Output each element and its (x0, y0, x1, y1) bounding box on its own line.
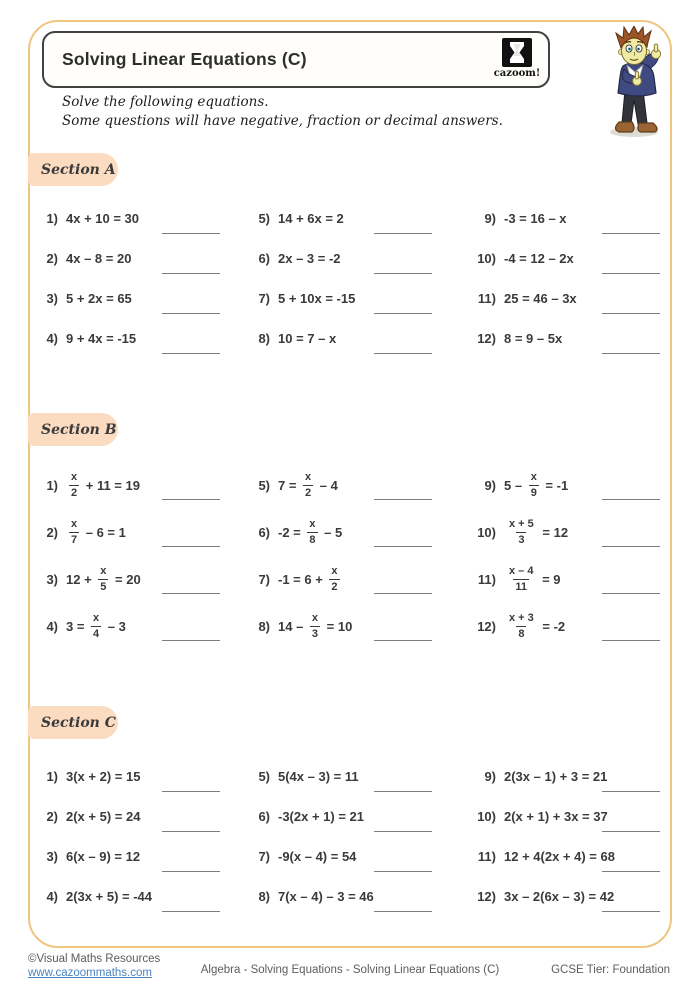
equation-text: 12 + 4(2x + 4) = 68 (504, 848, 615, 864)
equation (278, 769, 359, 784)
question-number: 4) (46, 619, 58, 634)
equation-text: 25 = 46 – 3x (504, 290, 577, 306)
section-tab (28, 153, 118, 186)
fraction-numerator: x (100, 565, 107, 577)
equation-text: – 5 (320, 525, 343, 540)
fraction (303, 472, 313, 499)
answer-line[interactable] (602, 871, 660, 872)
question-row (38, 462, 228, 509)
equation (504, 291, 577, 306)
question-row (228, 603, 440, 650)
equation-text: – 3 (104, 619, 126, 634)
question-row (38, 318, 228, 358)
equation (278, 613, 352, 640)
question-number: 1) (46, 210, 58, 226)
question-row (38, 796, 228, 836)
question-number: 1) (46, 768, 58, 784)
equation (504, 849, 615, 864)
equation (66, 566, 141, 593)
fraction (91, 613, 101, 640)
question-number: 7) (258, 848, 270, 864)
question-row (228, 238, 440, 278)
answer-line[interactable] (374, 546, 432, 547)
question-number: 12) (477, 888, 496, 904)
equation (66, 769, 140, 784)
title-box (42, 31, 550, 88)
equation-text: 2(x + 5) = 24 (66, 808, 141, 824)
question-number: 2) (46, 250, 58, 266)
mascot-boy-illustration (597, 26, 675, 140)
instructions (62, 93, 503, 131)
question-row (440, 796, 668, 836)
copyright-text: ©Visual Maths Resources (28, 953, 161, 965)
equation (504, 211, 567, 226)
question-row (38, 238, 228, 278)
answer-line[interactable] (162, 831, 220, 832)
fraction (310, 613, 320, 640)
question-row (440, 318, 668, 358)
answer-line[interactable] (374, 593, 432, 594)
equation (66, 519, 126, 546)
question-grid (38, 756, 668, 916)
fraction-numerator: x + 3 (509, 612, 534, 624)
equation (504, 331, 562, 346)
fraction-numerator: x (305, 471, 312, 483)
fraction-denominator: 8 (518, 628, 525, 640)
equation-text: 5 – (504, 478, 526, 493)
equation-text: -3(2x + 1) = 21 (278, 808, 364, 824)
equation-text: – 4 (316, 478, 338, 493)
answer-line[interactable] (374, 273, 432, 274)
equation (278, 472, 338, 499)
answer-line[interactable] (374, 499, 432, 500)
equation-text: 7 = (278, 478, 301, 493)
question-number: 10) (477, 808, 496, 824)
equation-text: 3 = (66, 619, 89, 634)
fraction (69, 472, 79, 499)
question-row (38, 198, 228, 238)
question-number: 9) (484, 210, 496, 226)
question-number: 2) (46, 808, 58, 824)
question-row (440, 603, 668, 650)
question-row (228, 278, 440, 318)
question-row (38, 836, 228, 876)
fraction-denominator: 7 (71, 534, 78, 546)
fraction-denominator: 3 (518, 534, 525, 546)
footer-breadcrumb: Algebra - Solving Equations - Solving Linear Equations (C) (200, 964, 500, 976)
equation (278, 211, 344, 226)
section-tab (28, 706, 118, 739)
equation-text: 4x – 8 = 20 (66, 250, 132, 266)
fraction-numerator: x + 5 (509, 518, 534, 530)
fraction (507, 519, 536, 546)
question-number: 5) (258, 768, 270, 784)
fraction-numerator: x – 4 (509, 565, 534, 577)
answer-line[interactable] (374, 791, 432, 792)
cazoom-hourglass-icon (502, 38, 532, 67)
equation (66, 331, 136, 346)
answer-line[interactable] (602, 911, 660, 912)
question-row (440, 198, 668, 238)
fraction-denominator: 2 (305, 487, 312, 499)
answer-line[interactable] (162, 791, 220, 792)
answer-line[interactable] (162, 640, 220, 641)
equation (504, 769, 607, 784)
question-row (440, 876, 668, 916)
question-number: 6) (258, 250, 270, 266)
fraction (529, 472, 539, 499)
equation-text: 5 + 10x = -15 (278, 290, 356, 306)
equation (278, 566, 343, 593)
equation-text: 2x – 3 = -2 (278, 250, 341, 266)
equation-text: = 20 (111, 572, 141, 587)
question-row (38, 603, 228, 650)
question-row (440, 238, 668, 278)
equation (66, 291, 132, 306)
equation (66, 889, 152, 904)
cazoom-logo-text: cazoom! (493, 68, 541, 79)
answer-line[interactable] (374, 871, 432, 872)
equation-text: = 9 (538, 572, 561, 587)
answer-line[interactable] (602, 233, 660, 234)
answer-line[interactable] (162, 911, 220, 912)
equation (278, 519, 342, 546)
question-number: 6) (258, 808, 270, 824)
footer-tier: GCSE Tier: Foundation (551, 964, 670, 976)
question-number: 9) (484, 768, 496, 784)
answer-line[interactable] (374, 831, 432, 832)
question-number: 12) (477, 619, 496, 634)
question-number: 10) (477, 250, 496, 266)
equation-text: = -2 (538, 619, 566, 634)
answer-line[interactable] (162, 273, 220, 274)
question-row (38, 556, 228, 603)
answer-line[interactable] (602, 313, 660, 314)
equation (278, 291, 355, 306)
instruction-line-2: Some questions will have negative, fraction or decimal answers. (62, 113, 503, 129)
answer-line[interactable] (602, 791, 660, 792)
question-number: 3) (46, 848, 58, 864)
answer-line[interactable] (374, 911, 432, 912)
equation-text: 3(x + 2) = 15 (66, 768, 141, 784)
question-row (38, 278, 228, 318)
equation-text: 14 + 6x = 2 (278, 210, 344, 226)
equation (504, 519, 568, 546)
equation-text: – 6 = 1 (82, 525, 126, 540)
question-number: 8) (258, 888, 270, 904)
question-number: 5) (258, 478, 270, 493)
question-row (38, 509, 228, 556)
question-number: 7) (258, 572, 270, 587)
equation (504, 251, 574, 266)
fraction-denominator: 9 (530, 487, 537, 499)
question-number: 11) (477, 848, 496, 864)
question-number: 5) (258, 210, 270, 226)
question-row (228, 876, 440, 916)
question-number: 2) (46, 525, 58, 540)
answer-line[interactable] (162, 313, 220, 314)
question-row (228, 509, 440, 556)
question-number: 8) (258, 330, 270, 346)
question-number: 4) (46, 888, 58, 904)
equation (66, 613, 126, 640)
section-label: Section A (41, 161, 116, 178)
equation-text: 12 + (66, 572, 96, 587)
equation (504, 809, 608, 824)
equation (278, 251, 341, 266)
equation-text: + 11 = 19 (82, 478, 140, 493)
equation-text: 9 + 4x = -15 (66, 330, 137, 346)
equation (504, 566, 561, 593)
equation-text: 6(x – 9) = 12 (66, 848, 141, 864)
question-row (228, 198, 440, 238)
equation-text: 2(x + 1) + 3x = 37 (504, 808, 608, 824)
equation-text: 4x + 10 = 30 (66, 210, 140, 226)
answer-line[interactable] (374, 313, 432, 314)
fraction-denominator: 4 (93, 628, 100, 640)
question-row (228, 756, 440, 796)
equation (278, 849, 356, 864)
answer-line[interactable] (162, 353, 220, 354)
question-row (440, 756, 668, 796)
equation (66, 849, 140, 864)
fraction-numerator: x (93, 612, 100, 624)
equation-text: 5(4x – 3) = 11 (278, 768, 359, 784)
equation-text: 10 = 7 – x (278, 330, 337, 346)
question-number: 3) (46, 572, 58, 587)
equation (66, 211, 139, 226)
equation (66, 251, 131, 266)
question-row (228, 462, 440, 509)
question-number: 6) (258, 525, 270, 540)
question-number: 11) (477, 290, 496, 306)
question-number: 7) (258, 290, 270, 306)
fraction (69, 519, 79, 546)
answer-line[interactable] (162, 499, 220, 500)
fraction-denominator: 5 (100, 581, 107, 593)
equation-text: 7(x – 4) – 3 = 46 (278, 888, 374, 904)
answer-line[interactable] (162, 546, 220, 547)
answer-line[interactable] (374, 353, 432, 354)
section-label: Section B (41, 421, 117, 438)
fraction-denominator: 2 (71, 487, 78, 499)
equation-text: -3 = 16 – x (504, 210, 567, 226)
answer-line[interactable] (602, 499, 660, 500)
equation-text: = 10 (323, 619, 353, 634)
question-row (38, 876, 228, 916)
answer-line[interactable] (374, 640, 432, 641)
equation-text: 5 + 2x = 65 (66, 290, 132, 306)
fraction-denominator: 2 (331, 581, 338, 593)
equation (504, 472, 568, 499)
page-title: Solving Linear Equations (C) (62, 49, 307, 69)
fraction-denominator: 11 (515, 581, 528, 593)
fraction-numerator: x (311, 612, 319, 624)
equation-text: 8 = 9 – 5x (504, 330, 563, 346)
question-row (440, 556, 668, 603)
equation-text: 14 – (278, 619, 307, 634)
fraction-numerator: x (530, 471, 537, 483)
question-number: 9) (484, 478, 496, 493)
equation-text: = 12 (538, 525, 569, 540)
equation-text: -9(x – 4) = 54 (278, 848, 357, 864)
question-number: 4) (46, 330, 58, 346)
equation-text: = -1 (541, 478, 569, 493)
answer-line[interactable] (602, 831, 660, 832)
fraction (507, 566, 535, 593)
answer-line[interactable] (162, 233, 220, 234)
equation-text: 2(3x + 5) = -44 (66, 888, 152, 904)
fraction-numerator: x (71, 471, 78, 483)
question-row (228, 556, 440, 603)
answer-line[interactable] (602, 640, 660, 641)
fraction-numerator: x (71, 518, 78, 530)
question-grid (38, 462, 668, 650)
question-row (440, 462, 668, 509)
question-row (440, 836, 668, 876)
question-number: 11) (477, 572, 496, 587)
fraction-numerator: x (331, 565, 338, 577)
equation (504, 889, 614, 904)
question-number: 1) (46, 478, 58, 493)
fraction (307, 519, 317, 546)
fraction (329, 566, 339, 593)
question-number: 8) (258, 619, 270, 634)
question-row (228, 318, 440, 358)
equation-text: 2(3x – 1) + 3 = 21 (504, 768, 608, 784)
cazoom-logo (493, 38, 541, 79)
fraction (507, 613, 536, 640)
section-tab (28, 413, 118, 446)
answer-line[interactable] (602, 593, 660, 594)
equation-text: -1 = 6 + (278, 572, 327, 587)
equation (278, 889, 374, 904)
fraction-denominator: 3 (311, 628, 319, 640)
answer-line[interactable] (162, 593, 220, 594)
question-row (440, 509, 668, 556)
fraction (98, 566, 108, 593)
question-row (228, 836, 440, 876)
equation (66, 472, 140, 499)
answer-line[interactable] (374, 233, 432, 234)
question-number: 10) (477, 525, 496, 540)
question-row (228, 796, 440, 836)
answer-line[interactable] (602, 353, 660, 354)
answer-line[interactable] (602, 546, 660, 547)
question-number: 3) (46, 290, 58, 306)
section-label: Section C (41, 714, 116, 731)
question-row (38, 756, 228, 796)
fraction-numerator: x (309, 518, 316, 530)
fraction-denominator: 8 (309, 534, 316, 546)
question-row (440, 278, 668, 318)
equation (66, 809, 140, 824)
equation-text: 3x – 2(6x – 3) = 42 (504, 888, 615, 904)
website-link[interactable]: www.cazoommaths.com (28, 967, 152, 979)
instruction-line-1: Solve the following equations. (62, 94, 269, 110)
equation-text: -4 = 12 – 2x (504, 250, 574, 266)
answer-line[interactable] (602, 273, 660, 274)
question-number: 12) (477, 330, 496, 346)
answer-line[interactable] (162, 871, 220, 872)
equation (504, 613, 565, 640)
equation (278, 331, 336, 346)
question-grid (38, 198, 668, 358)
equation-text: -2 = (278, 525, 305, 540)
equation (278, 809, 364, 824)
